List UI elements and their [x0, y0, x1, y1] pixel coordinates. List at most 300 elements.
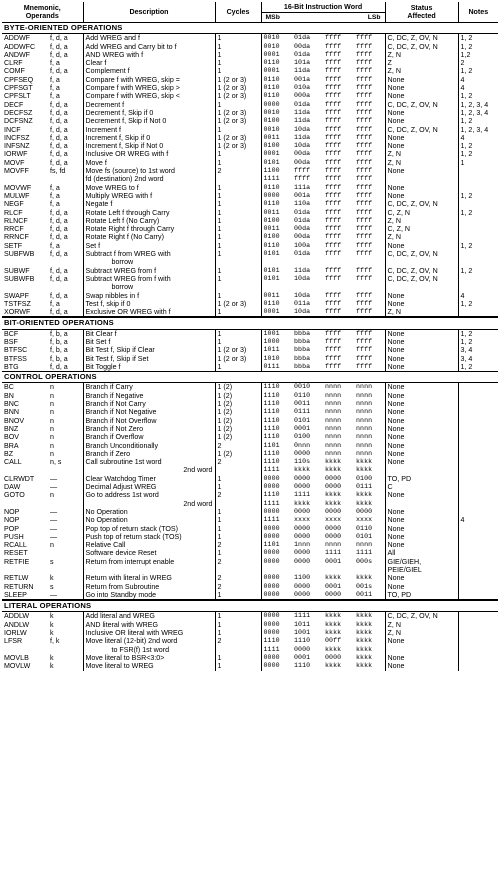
cycles-cell: 1: [215, 363, 261, 372]
mnemonic-cell: MOVLW: [4, 662, 31, 671]
mnemonic-cell: LFSR: [4, 637, 23, 646]
notes-cell: 1, 2: [458, 192, 498, 200]
table-row: [2, 629, 498, 637]
description-cell: Move literal (12-bit) 2nd word: [83, 637, 215, 645]
description-cell: Bit Clear f: [83, 329, 215, 338]
notes-cell: [458, 525, 498, 533]
table-row: [2, 76, 498, 84]
word-nibble-2: 0010: [294, 383, 311, 391]
description-cell: Call subroutine 1st word: [83, 458, 215, 466]
cycles-cell: 1: [215, 192, 261, 200]
mnemonic-cell: SUBWF: [4, 266, 30, 275]
word-nibble-2: 0110: [294, 391, 311, 399]
description-cell: Decimal Adjust WREG: [83, 483, 215, 491]
word-nibble-4: ffff: [356, 250, 373, 258]
word-nibble-4: ffff: [356, 208, 373, 216]
table-row: [2, 458, 498, 466]
mnemonic-cell: ADDLW: [4, 612, 30, 621]
table-row: [2, 209, 498, 217]
word-nibble-1: 0000: [261, 558, 292, 566]
cycles-cell: 1 (2 or 3): [215, 84, 261, 92]
word-nibble-2: 01da: [294, 216, 311, 224]
word-nibble-1: 1100: [261, 167, 292, 175]
table-row: [2, 283, 498, 291]
word-nibble-2: bbba: [294, 362, 311, 370]
word-nibble-2: 00da: [294, 233, 311, 241]
word-nibble-4: ffff: [356, 200, 373, 208]
word-nibble-1: [261, 283, 292, 291]
mnemonic-cell: INCFSZ: [4, 133, 30, 142]
operands-cell: [48, 646, 83, 654]
description-cell: to FSR(f) 1st word: [83, 646, 215, 654]
table-row: [2, 233, 498, 241]
word-nibble-4: ffff: [356, 175, 373, 183]
word-nibble-2: 0000: [294, 483, 311, 491]
word-nibble-2: 0000: [294, 524, 311, 532]
word-nibble-4: kkkk: [356, 653, 373, 661]
word-nibble-3: ffff: [325, 100, 342, 108]
word-nibble-3: ffff: [325, 233, 342, 241]
cycles-cell: 1: [215, 101, 261, 109]
description-cell: Move literal to BSR<3:0>: [83, 654, 215, 662]
status-cell: None: [385, 392, 458, 400]
operands-cell: n: [50, 424, 54, 433]
mnemonic-cell: RRNCF: [4, 233, 29, 242]
operands-cell: f, d, a: [50, 291, 68, 300]
cycles-cell: 1 (2 or 3): [215, 92, 261, 100]
cycles-cell: 1 (2): [215, 417, 261, 425]
operands-cell: —: [50, 516, 58, 525]
word-nibble-3: ffff: [325, 34, 342, 42]
header-status: [385, 2, 458, 23]
word-nibble-2: 00da: [294, 158, 311, 166]
word-nibble-2: [292, 566, 323, 574]
table-row: [2, 363, 498, 372]
table-row: [2, 662, 498, 670]
header-cycles: Cycles: [215, 2, 261, 23]
notes-cell: [458, 500, 498, 508]
word-nibble-4: ffff: [356, 216, 373, 224]
word-nibble-4: ffff: [356, 42, 373, 50]
notes-cell: [458, 533, 498, 541]
word-nibble-3: ffff: [325, 308, 342, 316]
notes-cell: [458, 558, 498, 566]
word-nibble-4: ffff: [356, 100, 373, 108]
word-nibble-1: 0010: [261, 34, 292, 43]
word-nibble-4: [354, 258, 385, 266]
description-cell: Subtract f from WREG with: [83, 250, 215, 258]
operands-cell: f, a: [50, 191, 60, 200]
table-row: [2, 267, 498, 275]
word-nibble-3: 0000: [325, 653, 342, 661]
status-cell: None: [385, 400, 458, 408]
table-body: [2, 23, 498, 671]
word-nibble-1: 1111: [261, 175, 292, 183]
mnemonic-cell: MULWF: [4, 191, 30, 200]
table-row: [2, 109, 498, 117]
word-nibble-3: ffff: [325, 75, 342, 83]
mnemonic-cell: CLRWDT: [4, 474, 35, 483]
word-nibble-1: 0110: [261, 300, 292, 308]
word-nibble-4: ffff: [356, 50, 373, 58]
word-nibble-4: 1111: [356, 549, 373, 557]
mnemonic-cell: INFSNZ: [4, 142, 30, 151]
instruction-set-table: [2, 2, 498, 671]
notes-cell: [458, 574, 498, 582]
word-nibble-3: 0001: [325, 557, 342, 565]
notes-cell: [458, 621, 498, 629]
status-cell: None: [385, 637, 458, 645]
table-row: [2, 308, 498, 317]
mnemonic-cell: CPFSLT: [4, 92, 31, 101]
table-row: [2, 450, 498, 458]
word-nibble-2: 111a: [294, 183, 311, 191]
description-cell: Pop top of return stack (TOS): [83, 525, 215, 533]
word-nibble-2: 00da: [294, 150, 311, 158]
table-row: [2, 292, 498, 300]
word-nibble-2: 0000: [294, 449, 311, 457]
table-row: [2, 275, 498, 283]
mnemonic-cell: XORWF: [4, 308, 31, 317]
cycles-cell: 1: [215, 525, 261, 533]
operands-cell: [48, 466, 83, 474]
status-cell: None: [385, 491, 458, 499]
mnemonic-cell: IORLW: [4, 629, 27, 638]
word-nibble-4: ffff: [356, 241, 373, 249]
table-row: [2, 184, 498, 192]
word-nibble-4: ffff: [356, 67, 373, 75]
word-nibble-3: ffff: [325, 337, 342, 345]
operands-cell: f, a: [50, 241, 60, 250]
word-nibble-1: 0100: [261, 217, 292, 225]
word-nibble-2: 11da: [294, 266, 311, 274]
table-row: [2, 51, 498, 59]
status-cell: None: [385, 329, 458, 338]
word-nibble-1: 0000: [261, 621, 292, 629]
word-nibble-2: kkkk: [294, 466, 311, 474]
operands-cell: f, d, a: [50, 233, 68, 242]
status-cell: C, DC, Z, OV, N: [385, 275, 458, 283]
table-row: [2, 516, 498, 524]
cycles-cell: 1 (2 or 3): [215, 134, 261, 142]
word-nibble-3: ffff: [325, 50, 342, 58]
word-nibble-2: 0000: [294, 532, 311, 540]
operands-cell: f, d, a: [50, 208, 68, 217]
cycles-cell: [215, 283, 261, 291]
cycles-cell: 1: [215, 233, 261, 241]
status-cell: None: [385, 458, 458, 466]
cycles-cell: 1 (2): [215, 433, 261, 441]
cycles-cell: 1: [215, 475, 261, 483]
table-row: [2, 300, 498, 308]
word-nibble-1: 0001: [261, 308, 292, 317]
word-nibble-3: 0000: [325, 474, 342, 482]
operands-cell: n: [50, 449, 54, 458]
status-cell: [385, 500, 458, 508]
notes-cell: 1, 2: [458, 242, 498, 250]
operands-cell: n, s: [50, 458, 62, 467]
cycles-cell: 1: [215, 654, 261, 662]
word-nibble-2: 0000: [294, 474, 311, 482]
cycles-cell: [215, 466, 261, 474]
word-nibble-2: 101a: [294, 59, 311, 67]
notes-cell: [458, 408, 498, 416]
word-nibble-4: kkkk: [356, 629, 373, 637]
description-cell: 2nd word: [83, 466, 215, 474]
status-cell: None: [385, 363, 458, 372]
notes-cell: 4: [458, 76, 498, 84]
status-cell: None: [385, 84, 458, 92]
mnemonic-cell: CPFSEQ: [4, 75, 34, 84]
description-cell: 2nd word: [83, 500, 215, 508]
status-cell: None: [385, 192, 458, 200]
word-nibble-4: 0011: [356, 590, 373, 598]
table-row: [2, 225, 498, 233]
word-nibble-1: 0101: [261, 267, 292, 275]
table-row: [2, 525, 498, 533]
word-nibble-3: ffff: [325, 329, 342, 337]
word-nibble-4: ffff: [356, 92, 373, 100]
description-cell: Branch if Negative: [83, 392, 215, 400]
notes-cell: [458, 629, 498, 637]
word-nibble-1: 0000: [261, 549, 292, 557]
description-cell: Branch if Overflow: [83, 433, 215, 441]
table-row: [2, 92, 498, 100]
description-cell: Set f: [83, 242, 215, 250]
notes-cell: [458, 458, 498, 466]
word-nibble-3: kkkk: [325, 574, 342, 582]
word-nibble-1: 1011: [261, 346, 292, 354]
operands-cell: f, d, a: [50, 225, 68, 234]
cycles-cell: 1 (2 or 3): [215, 300, 261, 308]
operands-cell: f, b, a: [50, 329, 68, 338]
mnemonic-cell: ANDLW: [4, 620, 30, 629]
word-nibble-2: 11da: [294, 108, 311, 116]
table-row: [2, 558, 498, 566]
word-nibble-4: nnnn: [356, 424, 373, 432]
word-nibble-3: ffff: [325, 208, 342, 216]
table-row: [2, 408, 498, 416]
status-cell: PEIE/GIEL: [385, 566, 458, 574]
word-nibble-1: 0100: [261, 233, 292, 241]
word-nibble-1: 1110: [261, 458, 292, 466]
description-cell: Move f: [83, 159, 215, 167]
header-notes: Notes: [458, 2, 498, 23]
word-nibble-3: nnnn: [325, 391, 342, 399]
word-nibble-4: ffff: [356, 337, 373, 345]
operands-cell: f, d, a: [50, 67, 68, 76]
cycles-cell: 1: [215, 159, 261, 167]
word-nibble-2: 01da: [294, 208, 311, 216]
word-nibble-3: 0000: [325, 524, 342, 532]
description-cell: Add literal and WREG: [83, 612, 215, 621]
word-nibble-1: 0010: [261, 43, 292, 51]
description-cell: Bit Test f, Skip if Set: [83, 355, 215, 363]
word-nibble-2: 001a: [294, 75, 311, 83]
description-cell: fd (destination) 2nd word: [83, 175, 215, 183]
status-cell: Z, N: [385, 308, 458, 317]
status-cell: None: [385, 346, 458, 354]
word-nibble-2: 00da: [294, 42, 311, 50]
word-nibble-3: ffff: [325, 191, 342, 199]
mnemonic-cell: SLEEP: [4, 590, 27, 599]
operands-cell: f, d, a: [50, 42, 68, 51]
operands-cell: n: [50, 541, 54, 550]
word-nibble-3: nnnn: [325, 383, 342, 391]
status-cell: None: [385, 408, 458, 416]
mnemonic-cell: IORWF: [4, 150, 28, 159]
table-row: [2, 483, 498, 491]
operands-cell: f, d, a: [50, 274, 68, 283]
status-cell: None: [385, 338, 458, 346]
word-nibble-2: 1111: [294, 491, 311, 499]
word-nibble-2: 10da: [294, 291, 311, 299]
operands-cell: k: [50, 662, 54, 671]
word-nibble-3: ffff: [325, 241, 342, 249]
mnemonic-cell: BTFSS: [4, 354, 27, 363]
word-nibble-4: kkkk: [356, 620, 373, 628]
table-row: [2, 175, 498, 183]
word-nibble-4: ffff: [356, 225, 373, 233]
header-instruction-word: 16-Bit Instruction Word: [261, 2, 385, 13]
status-cell: Z, N: [385, 629, 458, 637]
header-msb: MSb: [261, 13, 323, 23]
cycles-cell: 1: [215, 217, 261, 225]
notes-cell: [458, 308, 498, 317]
cycles-cell: 1: [215, 267, 261, 275]
word-nibble-4: 0101: [356, 532, 373, 540]
word-nibble-4: kkkk: [356, 645, 373, 653]
status-cell: C, DC, Z, OV, N: [385, 101, 458, 109]
word-nibble-1: 0110: [261, 59, 292, 67]
status-cell: None: [385, 167, 458, 175]
status-cell: Z, N: [385, 67, 458, 75]
word-nibble-4: ffff: [356, 75, 373, 83]
word-nibble-2: 1110: [294, 662, 311, 670]
status-cell: None: [385, 184, 458, 192]
description-cell: Push top of return stack (TOS): [83, 533, 215, 541]
word-nibble-2: 0011: [294, 400, 311, 408]
description-cell: Move literal to WREG: [83, 662, 215, 670]
word-nibble-2: 00da: [294, 225, 311, 233]
word-nibble-3: kkkk: [325, 612, 342, 620]
header-mnemonic-line2: Operands: [25, 12, 59, 20]
word-nibble-4: ffff: [356, 291, 373, 299]
operands-cell: n: [50, 383, 54, 392]
operands-cell: —: [50, 590, 58, 599]
word-nibble-4: ffff: [356, 183, 373, 191]
word-nibble-2: 0111: [294, 408, 311, 416]
cycles-cell: 2: [215, 442, 261, 450]
word-nibble-1: 0100: [261, 142, 292, 150]
cycles-cell: 1: [215, 338, 261, 346]
word-nibble-1: 0101: [261, 159, 292, 167]
cycles-cell: 1 (2 or 3): [215, 346, 261, 354]
table-row: [2, 591, 498, 600]
word-nibble-4: 0111: [356, 483, 373, 491]
word-nibble-4: nnnn: [356, 416, 373, 424]
word-nibble-4: ffff: [356, 117, 373, 125]
word-nibble-2: 01da: [294, 34, 311, 42]
word-nibble-3: ffff: [325, 133, 342, 141]
notes-cell: 1, 2: [458, 43, 498, 51]
description-cell: AND WREG with f: [83, 51, 215, 59]
notes-cell: 1, 2: [458, 209, 498, 217]
word-nibble-4: 0110: [356, 524, 373, 532]
word-nibble-4: 001s: [356, 582, 373, 590]
notes-cell: 4: [458, 516, 498, 524]
cycles-cell: [215, 258, 261, 266]
table-row: [2, 67, 498, 75]
word-nibble-3: [323, 258, 354, 266]
word-nibble-4: nnnn: [356, 441, 373, 449]
notes-cell: [458, 591, 498, 600]
word-nibble-1: 1101: [261, 442, 292, 450]
status-cell: All: [385, 549, 458, 557]
word-nibble-1: 1001: [261, 329, 292, 338]
mnemonic-cell: RLCF: [4, 208, 23, 217]
word-nibble-2: 0101: [294, 416, 311, 424]
status-cell: None: [385, 574, 458, 582]
word-nibble-4: kkkk: [356, 491, 373, 499]
description-cell: Go to address 1st word: [83, 491, 215, 499]
status-cell: None: [385, 300, 458, 308]
word-nibble-3: [323, 566, 354, 574]
description-cell: Branch if Not Overflow: [83, 417, 215, 425]
word-nibble-1: 0110: [261, 184, 292, 192]
description-cell: Subtract WREG from f with: [83, 275, 215, 283]
cycles-cell: 1: [215, 250, 261, 258]
operands-cell: [48, 258, 83, 266]
table-row: [2, 433, 498, 441]
mnemonic-cell: RETFIE: [4, 557, 30, 566]
word-nibble-1: [261, 566, 292, 574]
notes-cell: [458, 662, 498, 670]
mnemonic-cell: MOVWF: [4, 183, 32, 192]
word-nibble-2: 01da: [294, 50, 311, 58]
cycles-cell: 2: [215, 574, 261, 582]
word-nibble-2: bbba: [294, 346, 311, 354]
word-nibble-3: nnnn: [325, 400, 342, 408]
table-header: [2, 2, 498, 23]
table-row: [2, 466, 498, 474]
word-nibble-1: 0001: [261, 51, 292, 59]
cycles-cell: 1: [215, 533, 261, 541]
mnemonic-cell: BC: [4, 383, 14, 392]
notes-cell: [458, 612, 498, 621]
operands-cell: f, a: [50, 200, 60, 209]
word-nibble-4: ffff: [356, 266, 373, 274]
operands-cell: k: [50, 574, 54, 583]
notes-cell: 1, 2, 3, 4: [458, 101, 498, 109]
word-nibble-1: 1110: [261, 450, 292, 458]
status-cell: None: [385, 425, 458, 433]
word-nibble-3: ffff: [325, 250, 342, 258]
description-cell: Subtract WREG from f: [83, 267, 215, 275]
notes-cell: 2: [458, 59, 498, 67]
word-nibble-3: ffff: [325, 42, 342, 50]
word-nibble-1: 0101: [261, 275, 292, 283]
word-nibble-4: kkkk: [356, 574, 373, 582]
word-nibble-1: 0000: [261, 629, 292, 637]
word-nibble-4: nnnn: [356, 449, 373, 457]
notes-cell: [458, 425, 498, 433]
notes-cell: [458, 233, 498, 241]
notes-cell: [458, 250, 498, 258]
operands-cell: s: [50, 557, 54, 566]
cycles-cell: 1: [215, 34, 261, 43]
word-nibble-3: nnnn: [325, 408, 342, 416]
